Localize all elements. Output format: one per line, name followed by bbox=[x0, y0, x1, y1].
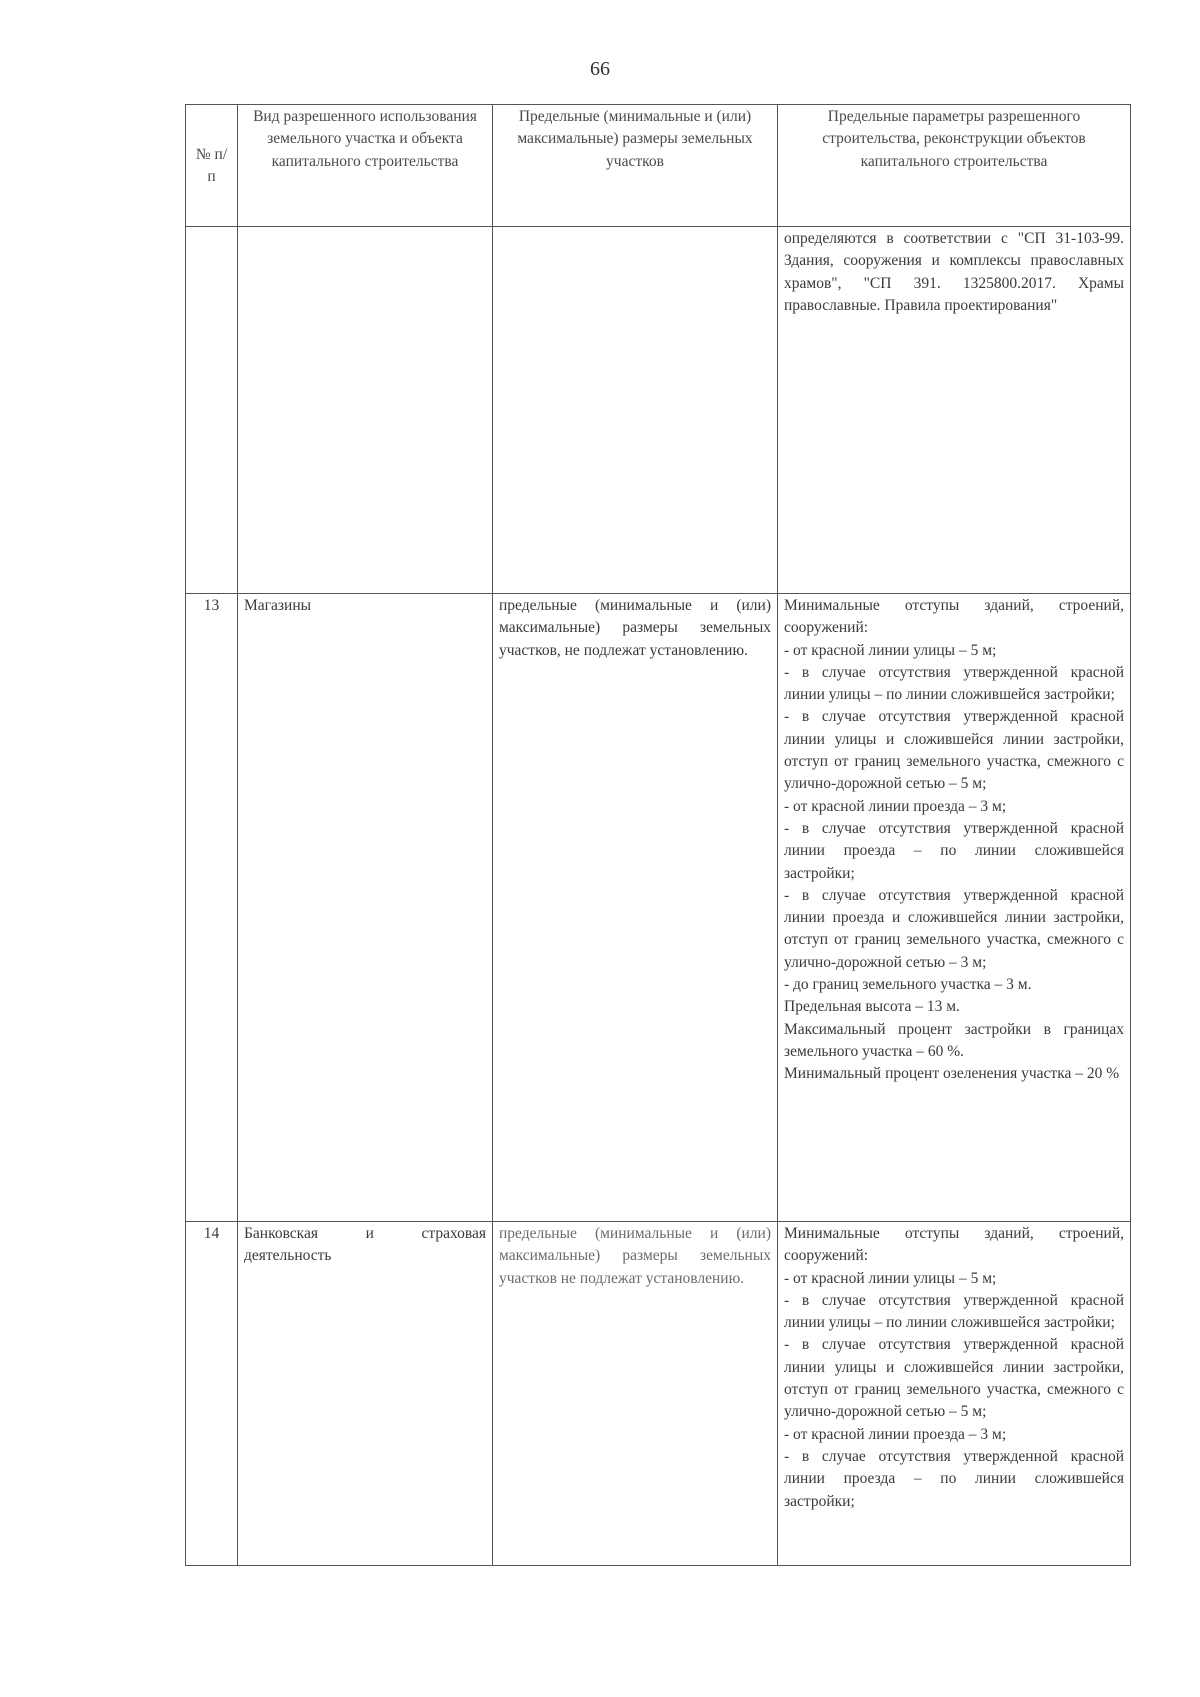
table-row bbox=[186, 594, 1131, 1222]
row-build-params bbox=[778, 227, 1131, 594]
param-line: Минимальные отступы зданий, строений, сооружений: bbox=[784, 597, 1124, 637]
row-use-type: Банковская и страховая деятельность bbox=[238, 1222, 493, 1566]
row-use-type bbox=[238, 227, 493, 594]
param-line: Максимальный процент застройки в границах земельного участка – 60 %. bbox=[784, 1020, 1124, 1060]
param-line: - в случае отсутствия утвержденной красной линии улицы и сложившейся линии застройки, отступ от границ земельного участка, смежного с улично-дорожной сетью – 5 м; bbox=[784, 1336, 1124, 1421]
param-line: - от красной линии улицы – 5 м; bbox=[784, 641, 997, 659]
param-line: - в случае отсутствия утвержденной красной линии улицы – по линии сложившейся застройки; bbox=[784, 1291, 1124, 1332]
param-line: - в случае отсутствия утвержденной красной линии улицы – по линии сложившейся застройки; bbox=[784, 663, 1124, 704]
header-use-type: Вид разрешенного использования земельного участка и объекта капитального строительства bbox=[238, 105, 493, 227]
row-num bbox=[186, 227, 238, 594]
param-line: - в случае отсутствия утвержденной красной линии проезда – по линии сложившейся застройки; bbox=[784, 819, 1124, 882]
header-num: № п/п bbox=[186, 105, 238, 227]
row-plot-size: предельные (минимальные и (или) максимальные) размеры земельных участков, не подлежат установлению. bbox=[493, 594, 778, 1222]
regulations-table bbox=[185, 104, 1131, 1566]
param-line: - в случае отсутствия утвержденной красной линии проезда и сложившейся линии застройки, отступ от границ земельного участка, смежного с улично-дорожной сетью – 3 м; bbox=[784, 886, 1124, 971]
param-line: Предельная высота – 13 м. bbox=[784, 998, 960, 1016]
row-plot-size bbox=[493, 227, 778, 594]
page-number: 66 bbox=[590, 58, 610, 80]
param-line: - в случае отсутствия утвержденной красной линии проезда – по линии сложившейся застройки; bbox=[784, 1447, 1124, 1510]
param-line: Минимальные отступы зданий, строений, сооружений: bbox=[784, 1225, 1124, 1265]
param-line: определяются в соответствии с "СП 31-103-99. Здания, сооружения и комплексы православных храмов", "СП 391. 1325800.2017. Храмы православные. Правила проектирования" bbox=[784, 230, 1124, 314]
header-build-params: Предельные параметры разрешенного строительства, реконструкции объектов капитального строительства bbox=[778, 105, 1131, 227]
row-num: 13 bbox=[186, 594, 238, 1222]
header-plot-size: Предельные (минимальные и (или) максимальные) размеры земельных участков bbox=[493, 105, 778, 227]
table-header-row bbox=[186, 105, 1131, 227]
table-row bbox=[186, 227, 1131, 594]
row-build-params bbox=[778, 1222, 1131, 1566]
param-line: - до границ земельного участка – 3 м. bbox=[784, 976, 1032, 994]
param-line: Минимальный процент озеленения участка – 20 % bbox=[784, 1065, 1120, 1083]
param-line: - в случае отсутствия утвержденной красной линии улицы и сложившейся линии застройки, отступ от границ земельного участка, смежного с улично-дорожной сетью – 5 м; bbox=[784, 708, 1124, 793]
row-plot-size: предельные (минимальные и (или) максимальные) размеры земельных участков не подлежат установлению. bbox=[493, 1222, 778, 1566]
row-use-type: Магазины bbox=[238, 594, 493, 1222]
row-build-params bbox=[778, 594, 1131, 1222]
param-line: - от красной линии проезда – 3 м; bbox=[784, 1425, 1007, 1443]
table-row bbox=[186, 1222, 1131, 1566]
param-line: - от красной линии улицы – 5 м; bbox=[784, 1269, 997, 1287]
param-line: - от красной линии проезда – 3 м; bbox=[784, 797, 1007, 815]
row-num: 14 bbox=[186, 1222, 238, 1566]
